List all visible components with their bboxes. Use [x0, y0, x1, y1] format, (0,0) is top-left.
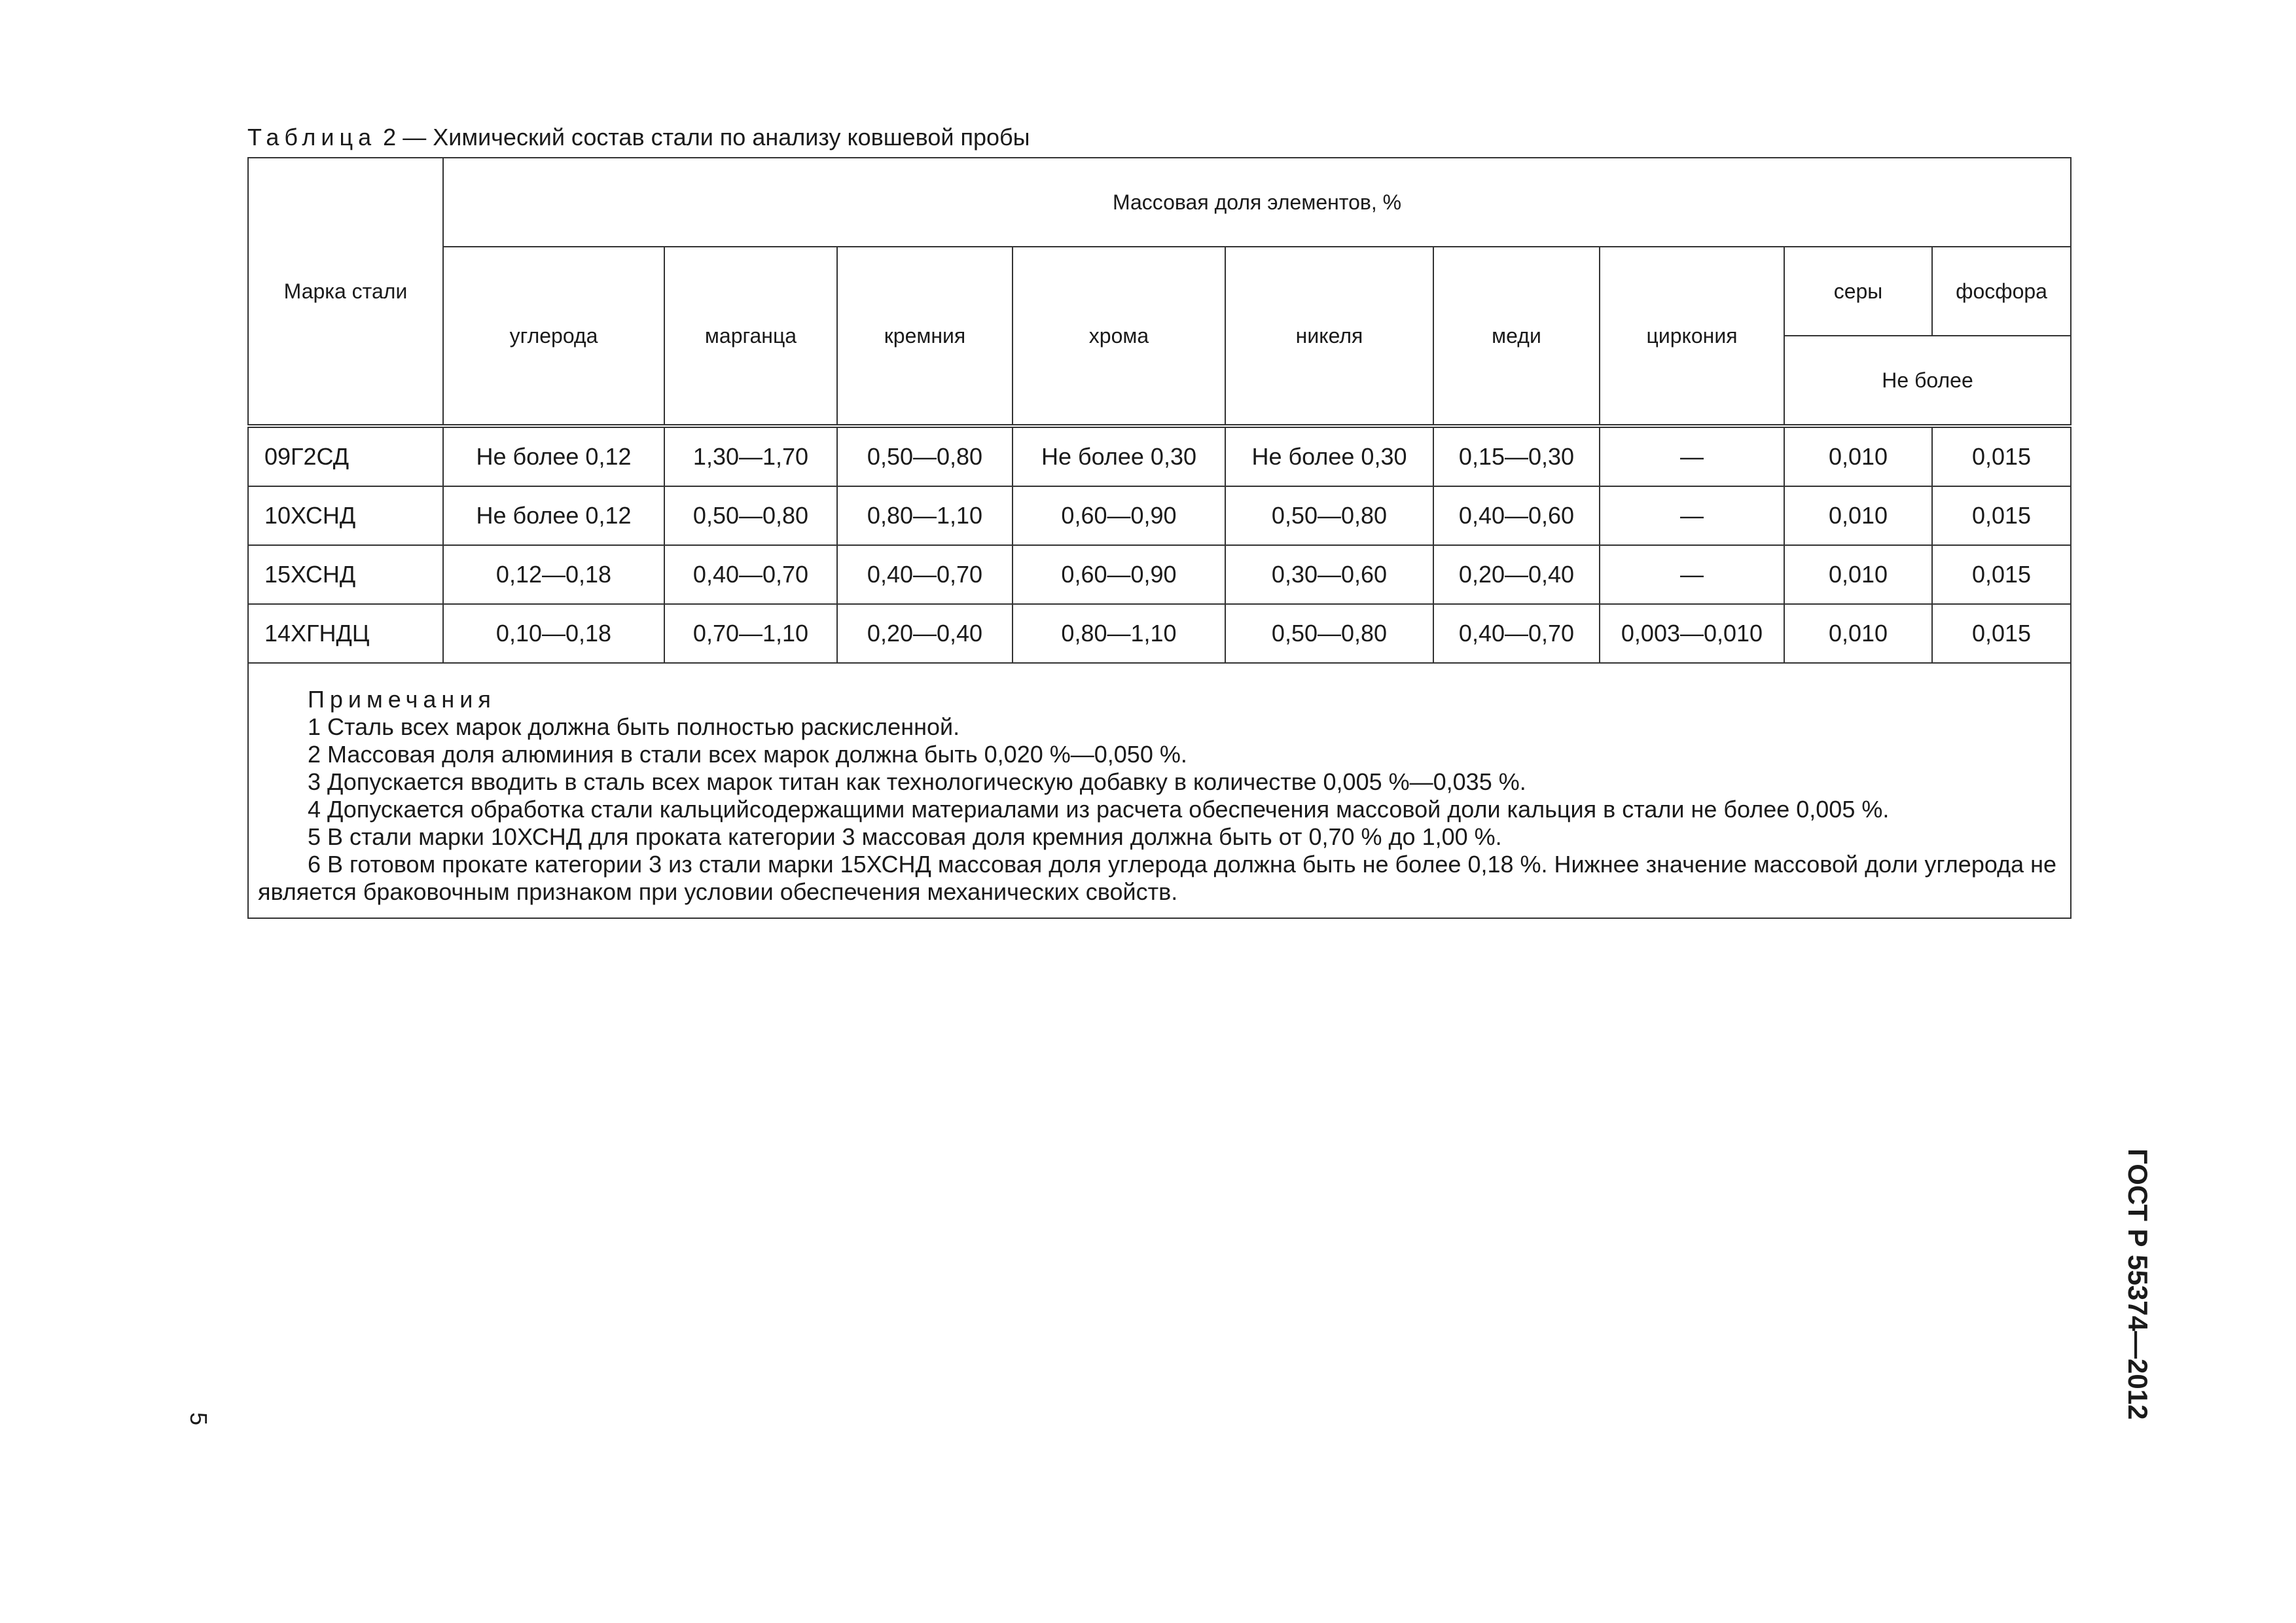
- table-cell: —: [1600, 426, 1784, 486]
- notes-cell: [248, 663, 2071, 918]
- note-3: 3 Допускается вводить в сталь всех марок титан как технологическую добавку в количестве 0,005 %—0,035 %.: [308, 768, 1526, 795]
- mass-fraction-group-header: Массовая доля элементов, %: [443, 158, 2071, 247]
- table-cell: Не более 0,12: [443, 486, 664, 545]
- column-header-silicon: кремния: [837, 247, 1013, 426]
- column-header-zirconium: циркония: [1600, 247, 1784, 426]
- table-cell: 0,015: [1932, 486, 2071, 545]
- steel-grade-cell: 10ХСНД: [248, 486, 443, 545]
- steel-grade-cell: 14ХГНДЦ: [248, 604, 443, 663]
- table-cell: 0,015: [1932, 426, 2071, 486]
- column-header-carbon: углерода: [443, 247, 664, 426]
- column-header-phosphorus: фосфора: [1932, 247, 2071, 336]
- table-cell: 0,40—0,70: [837, 545, 1013, 604]
- table-cell: 0,50—0,80: [664, 486, 837, 545]
- table-cell: 0,40—0,70: [1433, 604, 1600, 663]
- table-row: [248, 486, 2071, 545]
- table-cell: 0,60—0,90: [1013, 486, 1225, 545]
- table-cell: 0,50—0,80: [1225, 604, 1433, 663]
- notes-title: Примечания: [308, 686, 496, 713]
- table-cell: 0,40—0,70: [664, 545, 837, 604]
- column-header-nickel: никеля: [1225, 247, 1433, 426]
- caption-label: Таблица: [247, 124, 377, 151]
- table-cell: 0,010: [1784, 604, 1932, 663]
- table-row: [248, 545, 2071, 604]
- table-cell: 0,003—0,010: [1600, 604, 1784, 663]
- steel-grade-cell: 09Г2СД: [248, 426, 443, 486]
- table-cell: —: [1600, 486, 1784, 545]
- table-cell: 0,015: [1932, 545, 2071, 604]
- table-cell: 0,010: [1784, 426, 1932, 486]
- column-header-copper: меди: [1433, 247, 1600, 426]
- note-2: 2 Массовая доля алюминия в стали всех марок должна быть 0,020 %—0,050 %.: [308, 741, 1187, 768]
- table-cell: 0,10—0,18: [443, 604, 664, 663]
- grade-column-header: Марка стали: [248, 158, 443, 426]
- table-cell: 0,010: [1784, 545, 1932, 604]
- steel-grade-cell: 15ХСНД: [248, 545, 443, 604]
- table-cell: 0,40—0,60: [1433, 486, 1600, 545]
- table-row: [248, 604, 2071, 663]
- note-4: 4 Допускается обработка стали кальцийсодержащими материалами из расчета обеспечения массовой доли кальция в стали не более 0,005 %.: [308, 796, 1890, 823]
- table-cell: Не более 0,30: [1013, 426, 1225, 486]
- table-cell: 0,010: [1784, 486, 1932, 545]
- table-caption: [247, 122, 1030, 153]
- table-cell: 0,80—1,10: [837, 486, 1013, 545]
- table-cell: 0,60—0,90: [1013, 545, 1225, 604]
- table-cell: 1,30—1,70: [664, 426, 837, 486]
- note-6: 6 В готовом прокате категории 3 из стали марки 15ХСНД массовая доля углерода должна быть не более 0,18 %. Нижнее значение массовой доли углерода не является браковочным признаком при условии обеспечения механических свойств.: [258, 851, 2057, 905]
- table-row: [248, 426, 2071, 486]
- limit-header: Не более: [1784, 336, 2071, 426]
- table-cell: 0,70—1,10: [664, 604, 837, 663]
- note-5: 5 В стали марки 10ХСНД для проката категории 3 массовая доля кремния должна быть от 0,70 % до 1,00 %.: [308, 823, 1502, 850]
- table-cell: 0,50—0,80: [1225, 486, 1433, 545]
- column-header-sulfur: серы: [1784, 247, 1932, 336]
- table-cell: 0,30—0,60: [1225, 545, 1433, 604]
- table-cell: 0,12—0,18: [443, 545, 664, 604]
- column-header-manganese: марганца: [664, 247, 837, 426]
- caption-text: 2 — Химический состав стали по анализу ковшевой пробы: [383, 124, 1030, 151]
- table-cell: Не более 0,12: [443, 426, 664, 486]
- column-header-chromium: хрома: [1013, 247, 1225, 426]
- table-cell: 0,20—0,40: [837, 604, 1013, 663]
- page-number: 5: [185, 1412, 212, 1426]
- table-cell: 0,80—1,10: [1013, 604, 1225, 663]
- table-cell: —: [1600, 545, 1784, 604]
- notes-row: [248, 663, 2071, 918]
- document-code: ГОСТ Р 55374—2012: [2123, 1149, 2153, 1420]
- table-cell: 0,20—0,40: [1433, 545, 1600, 604]
- table-cell: 0,50—0,80: [837, 426, 1013, 486]
- note-1: 1 Сталь всех марок должна быть полностью раскисленной.: [308, 713, 960, 740]
- table-cell: 0,015: [1932, 604, 2071, 663]
- chemical-composition-table: [247, 157, 2072, 919]
- table-cell: Не более 0,30: [1225, 426, 1433, 486]
- table-cell: 0,15—0,30: [1433, 426, 1600, 486]
